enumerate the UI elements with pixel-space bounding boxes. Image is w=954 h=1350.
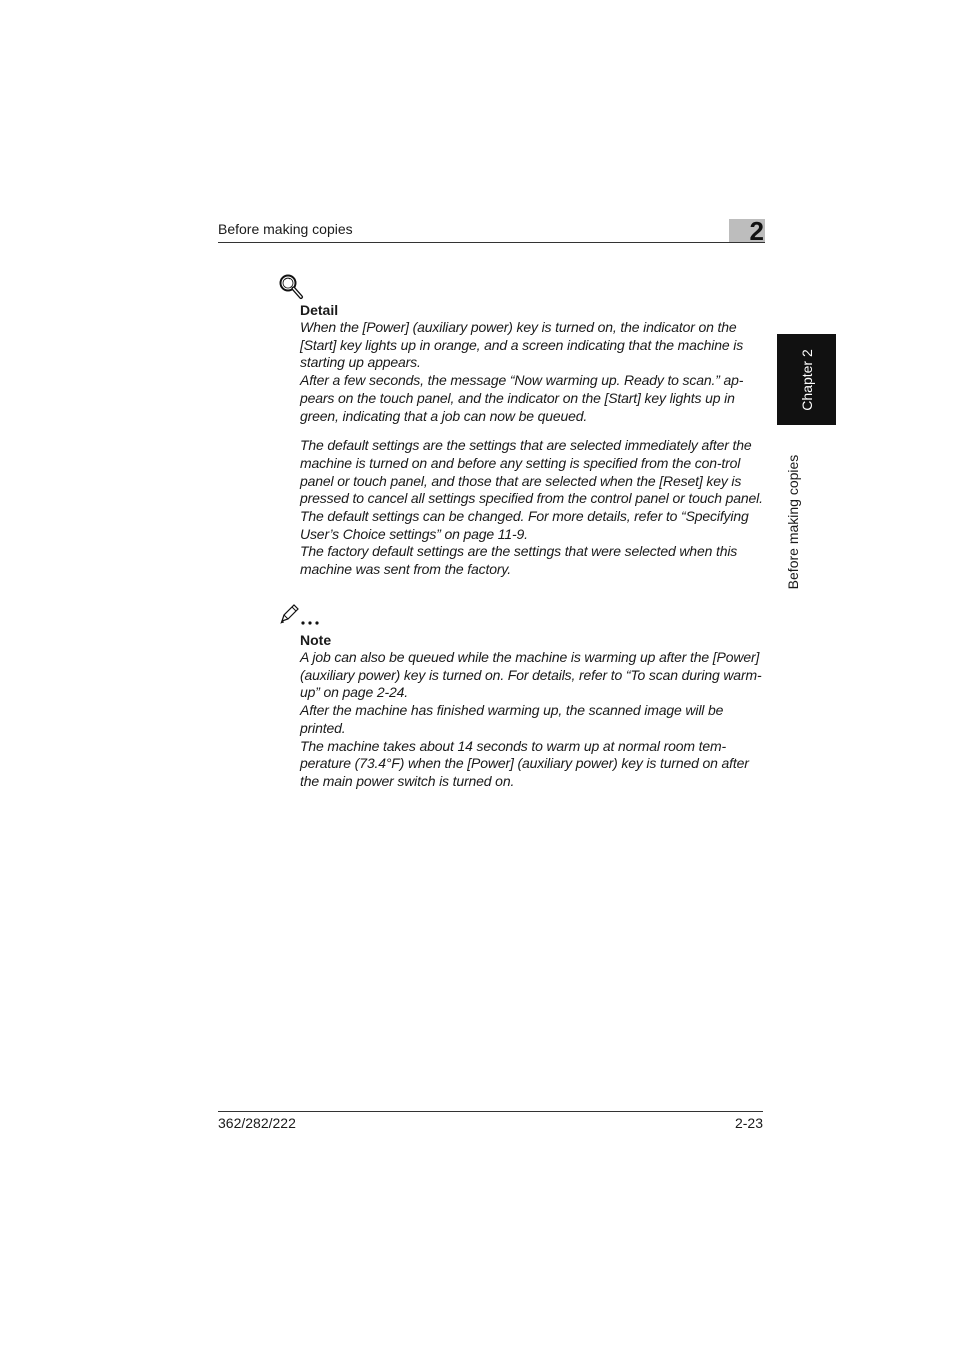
note-paragraph: After the machine has finished warming up, the scanned image will be printed. [300,702,724,736]
detail-paragraph: The default settings are the settings that are selected immediately after the machine is turned on and before any setting is specified from the con-trol panel or touch panel, and those that are selected when the [Reset] key is pressed to cancel all settings specified from the control panel or touch panel. The default settings can be changed. For more details, refer to “Specifying User’s Choice settings” on page 11-9. [300,437,763,542]
magnifier-icon [278,273,304,301]
detail-block [300,302,765,579]
side-tab-section [777,437,809,607]
detail-paragraph: The factory default settings are the settings that were selected when this machine was sent from the factory. [300,543,738,578]
pencil-note-icon [279,602,325,626]
side-tab-section-label: Before making copies [785,454,801,590]
footer-rule [218,1111,763,1112]
running-header-title: Before making copies [218,221,353,237]
detail-heading: Detail [300,302,339,318]
note-block [300,632,765,791]
chapter-number-box [729,216,765,246]
footer-model-number: 362/282/222 [218,1115,296,1131]
note-paragraph: The machine takes about 14 seconds to warm up at normal room tem-perature (73.4°F) when the [Power] (auxiliary power) key is turned on after the main power switch is turned on. [300,737,749,789]
side-tab-chapter-label: Chapter 2 [798,348,815,411]
header-rule [218,242,765,243]
footer-page-number: 2-23 [734,1115,763,1131]
detail-paragraph: When the [Power] (auxiliary power) key is turned on, the indicator on the [Start] key lights up in orange, and a screen indicating that the machine is starting up appears. [300,319,744,371]
chapter-number: 2 [749,216,764,246]
note-paragraph: A job can also be queued while the machine is warming up after the [Power] (auxiliary power) key is turned on. For details, refer to “To scan during warm-up” on page 2-24. [300,649,762,701]
note-heading: Note [300,632,332,648]
detail-paragraph: After a few seconds, the message “Now warming up. Ready to scan.” ap-pears on the touch panel, and the indicator on the [Start] key lights up in green, indicating that a job can now be queued. [300,372,744,424]
side-tab-chapter [777,334,836,425]
